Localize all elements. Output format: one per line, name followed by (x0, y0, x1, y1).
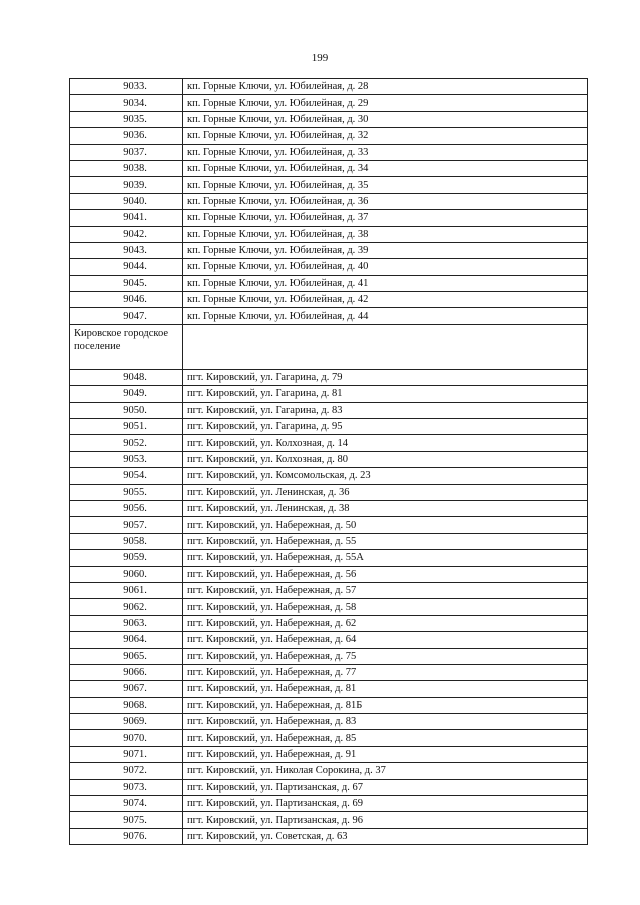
table-row (70, 193, 588, 209)
table-row (70, 210, 588, 226)
address-cell: пгт. Кировский, ул. Партизанская, д. 67 (183, 779, 588, 795)
address-cell: пгт. Кировский, ул. Набережная, д. 58 (183, 599, 588, 615)
table-row (70, 226, 588, 242)
row-number-cell: 9073. (70, 779, 183, 795)
address-cell: пгт. Кировский, ул. Набережная, д. 83 (183, 714, 588, 730)
table-row (70, 796, 588, 812)
table-row (70, 79, 588, 95)
page-number: 199 (311, 52, 329, 64)
address-cell: пгт. Кировский, ул. Гагарина, д. 79 (183, 369, 588, 385)
row-number-cell: 9056. (70, 500, 183, 516)
address-cell: кп. Горные Ключи, ул. Юбилейная, д. 30 (183, 111, 588, 127)
table-row (70, 111, 588, 127)
address-cell: пгт. Кировский, ул. Набережная, д. 50 (183, 517, 588, 533)
table-row (70, 517, 588, 533)
address-cell (183, 324, 588, 369)
address-cell: пгт. Кировский, ул. Набережная, д. 55А (183, 550, 588, 566)
table-row (70, 500, 588, 516)
row-number-cell: 9055. (70, 484, 183, 500)
address-cell: кп. Горные Ключи, ул. Юбилейная, д. 29 (183, 95, 588, 111)
address-cell: кп. Горные Ключи, ул. Юбилейная, д. 36 (183, 193, 588, 209)
table-row (70, 484, 588, 500)
address-cell: кп. Горные Ключи, ул. Юбилейная, д. 33 (183, 144, 588, 160)
row-number-cell: 9052. (70, 435, 183, 451)
table-row (70, 746, 588, 762)
table-row (70, 812, 588, 828)
row-number-cell: 9053. (70, 451, 183, 467)
table-row (70, 419, 588, 435)
address-cell: пгт. Кировский, ул. Набережная, д. 55 (183, 533, 588, 549)
table-row (70, 128, 588, 144)
table-row (70, 582, 588, 598)
table-row (70, 144, 588, 160)
address-cell: пгт. Кировский, ул. Набережная, д. 91 (183, 746, 588, 762)
row-number-cell: 9050. (70, 402, 183, 418)
address-cell: кп. Горные Ключи, ул. Юбилейная, д. 38 (183, 226, 588, 242)
table-row (70, 451, 588, 467)
address-cell: пгт. Кировский, ул. Набережная, д. 75 (183, 648, 588, 664)
row-number-cell: 9057. (70, 517, 183, 533)
section-name-cell: Кировское городское поселение (70, 324, 183, 369)
address-cell: пгт. Кировский, ул. Партизанская, д. 69 (183, 796, 588, 812)
table-row (70, 402, 588, 418)
table-row (70, 386, 588, 402)
row-number-cell: 9033. (70, 79, 183, 95)
row-number-cell: 9058. (70, 533, 183, 549)
table-row (70, 763, 588, 779)
table-row (70, 632, 588, 648)
table-row (70, 95, 588, 111)
row-number-cell: 9036. (70, 128, 183, 144)
row-number-cell: 9065. (70, 648, 183, 664)
address-cell: пгт. Кировский, ул. Ленинская, д. 38 (183, 500, 588, 516)
row-number-cell: 9060. (70, 566, 183, 582)
table-row (70, 648, 588, 664)
table-row (70, 550, 588, 566)
row-number-cell: 9045. (70, 275, 183, 291)
table-row (70, 435, 588, 451)
row-number-cell: 9044. (70, 259, 183, 275)
address-cell: пгт. Кировский, ул. Колхозная, д. 14 (183, 435, 588, 451)
address-cell: пгт. Кировский, ул. Набережная, д. 81Б (183, 697, 588, 713)
address-cell: кп. Горные Ключи, ул. Юбилейная, д. 39 (183, 242, 588, 258)
table-row (70, 533, 588, 549)
address-cell: пгт. Кировский, ул. Советская, д. 63 (183, 828, 588, 844)
address-cell: кп. Горные Ключи, ул. Юбилейная, д. 35 (183, 177, 588, 193)
table-row (70, 177, 588, 193)
row-number-cell: 9059. (70, 550, 183, 566)
table-row (70, 599, 588, 615)
table-row (70, 664, 588, 680)
address-cell: пгт. Кировский, ул. Набережная, д. 77 (183, 664, 588, 680)
row-number-cell: 9066. (70, 664, 183, 680)
section-row (70, 324, 588, 369)
row-number-cell: 9069. (70, 714, 183, 730)
table-row (70, 369, 588, 385)
address-cell: пгт. Кировский, ул. Набережная, д. 62 (183, 615, 588, 631)
address-cell: пгт. Кировский, ул. Набережная, д. 64 (183, 632, 588, 648)
table-row (70, 828, 588, 844)
row-number-cell: 9063. (70, 615, 183, 631)
address-cell: пгт. Кировский, ул. Гагарина, д. 81 (183, 386, 588, 402)
row-number-cell: 9072. (70, 763, 183, 779)
address-cell: кп. Горные Ключи, ул. Юбилейная, д. 34 (183, 160, 588, 176)
address-table (69, 78, 588, 845)
table-row (70, 697, 588, 713)
row-number-cell: 9034. (70, 95, 183, 111)
row-number-cell: 9061. (70, 582, 183, 598)
row-number-cell: 9071. (70, 746, 183, 762)
row-number-cell: 9074. (70, 796, 183, 812)
row-number-cell: 9051. (70, 419, 183, 435)
address-cell: кп. Горные Ключи, ул. Юбилейная, д. 28 (183, 79, 588, 95)
address-cell: кп. Горные Ключи, ул. Юбилейная, д. 41 (183, 275, 588, 291)
table-row (70, 468, 588, 484)
address-cell: пгт. Кировский, ул. Комсомольская, д. 23 (183, 468, 588, 484)
table-row (70, 714, 588, 730)
address-cell: пгт. Кировский, ул. Николая Сорокина, д. 37 (183, 763, 588, 779)
table-row (70, 259, 588, 275)
address-cell: кп. Горные Ключи, ул. Юбилейная, д. 44 (183, 308, 588, 324)
address-cell: кп. Горные Ключи, ул. Юбилейная, д. 37 (183, 210, 588, 226)
address-cell: пгт. Кировский, ул. Набережная, д. 81 (183, 681, 588, 697)
row-number-cell: 9037. (70, 144, 183, 160)
row-number-cell: 9070. (70, 730, 183, 746)
address-cell: пгт. Кировский, ул. Гагарина, д. 95 (183, 419, 588, 435)
address-cell: кп. Горные Ключи, ул. Юбилейная, д. 40 (183, 259, 588, 275)
address-cell: пгт. Кировский, ул. Гагарина, д. 83 (183, 402, 588, 418)
table-body (70, 79, 588, 845)
table-row (70, 242, 588, 258)
table-row (70, 681, 588, 697)
row-number-cell: 9076. (70, 828, 183, 844)
row-number-cell: 9042. (70, 226, 183, 242)
address-cell: пгт. Кировский, ул. Набережная, д. 85 (183, 730, 588, 746)
address-cell: пгт. Кировский, ул. Ленинская, д. 36 (183, 484, 588, 500)
address-cell: пгт. Кировский, ул. Набережная, д. 57 (183, 582, 588, 598)
row-number-cell: 9062. (70, 599, 183, 615)
address-cell: пгт. Кировский, ул. Партизанская, д. 96 (183, 812, 588, 828)
row-number-cell: 9038. (70, 160, 183, 176)
address-cell: пгт. Кировский, ул. Набережная, д. 56 (183, 566, 588, 582)
row-number-cell: 9049. (70, 386, 183, 402)
row-number-cell: 9035. (70, 111, 183, 127)
row-number-cell: 9054. (70, 468, 183, 484)
table-row (70, 160, 588, 176)
row-number-cell: 9075. (70, 812, 183, 828)
address-cell: кп. Горные Ключи, ул. Юбилейная, д. 32 (183, 128, 588, 144)
table-row (70, 566, 588, 582)
row-number-cell: 9039. (70, 177, 183, 193)
row-number-cell: 9043. (70, 242, 183, 258)
row-number-cell: 9067. (70, 681, 183, 697)
row-number-cell: 9040. (70, 193, 183, 209)
table-row (70, 730, 588, 746)
address-cell: пгт. Кировский, ул. Колхозная, д. 80 (183, 451, 588, 467)
table-row (70, 308, 588, 324)
row-number-cell: 9068. (70, 697, 183, 713)
row-number-cell: 9047. (70, 308, 183, 324)
table-row (70, 779, 588, 795)
row-number-cell: 9064. (70, 632, 183, 648)
row-number-cell: 9048. (70, 369, 183, 385)
table-row (70, 292, 588, 308)
row-number-cell: 9041. (70, 210, 183, 226)
address-cell: кп. Горные Ключи, ул. Юбилейная, д. 42 (183, 292, 588, 308)
table-row (70, 615, 588, 631)
table-row (70, 275, 588, 291)
row-number-cell: 9046. (70, 292, 183, 308)
